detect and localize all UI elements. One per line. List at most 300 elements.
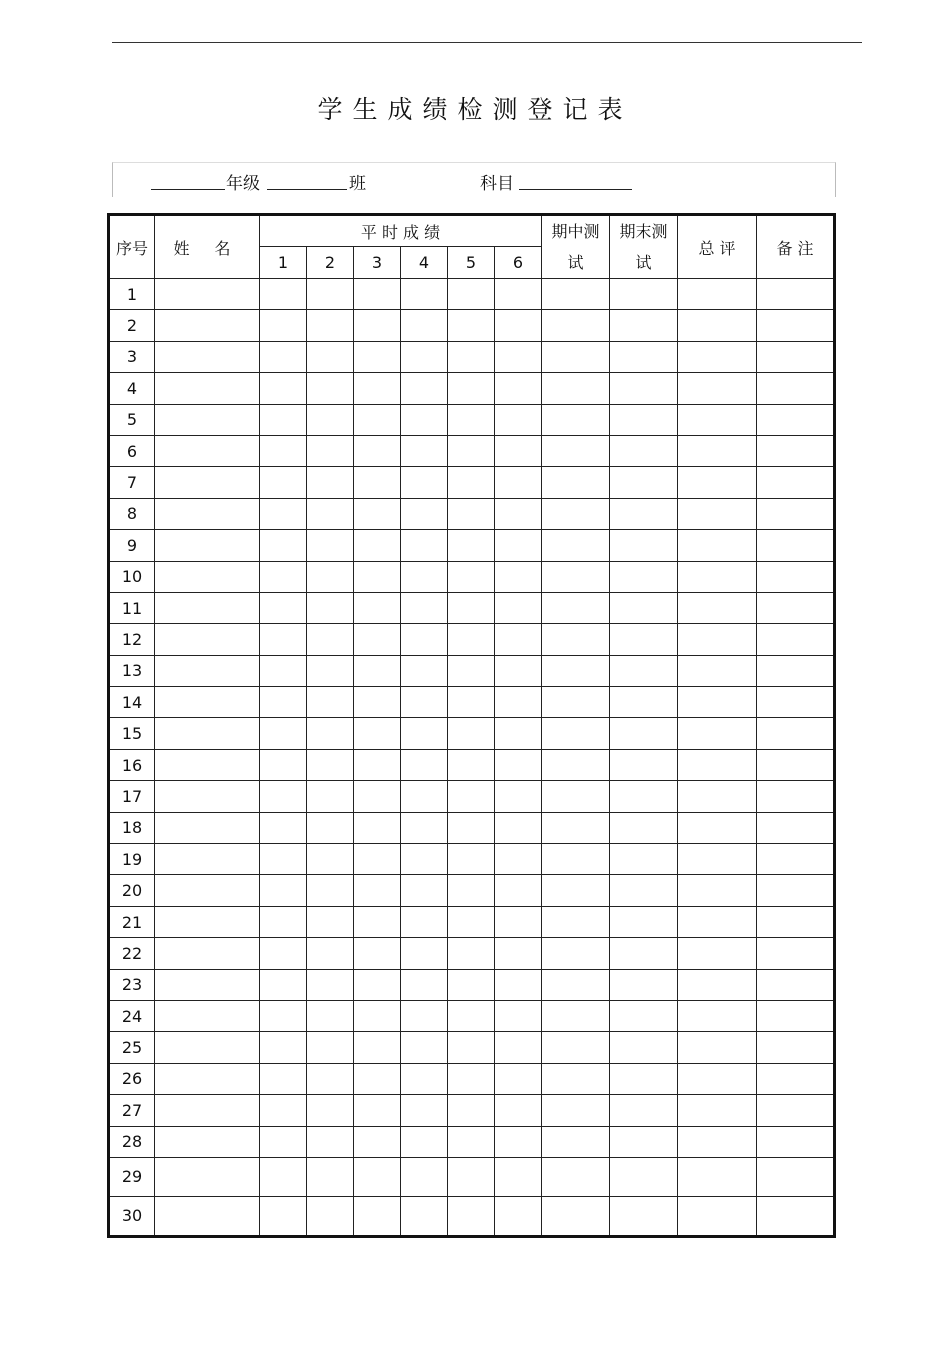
table-cell[interactable] <box>401 1000 448 1031</box>
table-cell[interactable] <box>610 279 678 310</box>
table-cell[interactable] <box>260 1196 307 1236</box>
table-cell[interactable] <box>307 1063 354 1094</box>
table-cell[interactable] <box>448 1000 495 1031</box>
table-cell[interactable] <box>155 906 260 937</box>
table-cell[interactable] <box>260 373 307 404</box>
table-cell[interactable] <box>155 1000 260 1031</box>
table-cell[interactable] <box>610 498 678 529</box>
table-cell[interactable] <box>495 1196 542 1236</box>
table-cell[interactable] <box>757 1095 835 1126</box>
table-cell[interactable] <box>307 687 354 718</box>
table-cell[interactable] <box>307 969 354 1000</box>
table-cell[interactable] <box>448 969 495 1000</box>
table-cell[interactable] <box>542 467 610 498</box>
table-cell[interactable] <box>260 467 307 498</box>
class-blank[interactable] <box>267 189 347 190</box>
table-cell[interactable] <box>354 310 401 341</box>
table-cell[interactable] <box>155 373 260 404</box>
table-cell[interactable] <box>757 687 835 718</box>
table-cell[interactable] <box>542 875 610 906</box>
table-cell[interactable] <box>757 1032 835 1063</box>
table-cell[interactable] <box>401 341 448 372</box>
table-cell[interactable] <box>495 1095 542 1126</box>
table-cell[interactable] <box>757 561 835 592</box>
table-cell[interactable] <box>307 844 354 875</box>
table-cell[interactable] <box>542 655 610 686</box>
table-cell[interactable] <box>610 1032 678 1063</box>
table-cell[interactable] <box>495 1032 542 1063</box>
table-cell[interactable] <box>757 310 835 341</box>
table-cell[interactable] <box>757 749 835 780</box>
table-cell[interactable] <box>307 938 354 969</box>
table-cell[interactable] <box>678 969 757 1000</box>
table-cell[interactable] <box>610 1196 678 1236</box>
table-cell[interactable] <box>495 812 542 843</box>
table-cell[interactable] <box>542 687 610 718</box>
table-cell[interactable] <box>401 687 448 718</box>
table-cell[interactable] <box>542 498 610 529</box>
table-cell[interactable] <box>354 1126 401 1157</box>
table-cell[interactable] <box>495 467 542 498</box>
table-cell[interactable] <box>542 781 610 812</box>
table-cell[interactable] <box>757 592 835 623</box>
table-cell[interactable] <box>757 781 835 812</box>
table-cell[interactable] <box>448 1126 495 1157</box>
table-cell[interactable] <box>307 1000 354 1031</box>
table-cell[interactable] <box>542 1032 610 1063</box>
table-cell[interactable] <box>448 310 495 341</box>
table-cell[interactable] <box>757 844 835 875</box>
table-cell[interactable] <box>307 530 354 561</box>
table-cell[interactable] <box>610 1126 678 1157</box>
table-cell[interactable] <box>757 906 835 937</box>
table-cell[interactable] <box>495 498 542 529</box>
table-cell[interactable] <box>307 875 354 906</box>
table-cell[interactable] <box>448 404 495 435</box>
table-cell[interactable] <box>678 530 757 561</box>
table-cell[interactable] <box>610 467 678 498</box>
table-cell[interactable] <box>542 906 610 937</box>
table-cell[interactable] <box>155 655 260 686</box>
table-cell[interactable] <box>354 938 401 969</box>
table-cell[interactable] <box>757 341 835 372</box>
table-cell[interactable] <box>678 467 757 498</box>
table-cell[interactable] <box>542 1063 610 1094</box>
table-cell[interactable] <box>260 781 307 812</box>
table-cell[interactable] <box>448 498 495 529</box>
table-cell[interactable] <box>448 938 495 969</box>
table-cell[interactable] <box>495 624 542 655</box>
table-cell[interactable] <box>155 1126 260 1157</box>
table-cell[interactable] <box>495 655 542 686</box>
table-cell[interactable] <box>610 969 678 1000</box>
table-cell[interactable] <box>155 1095 260 1126</box>
table-cell[interactable] <box>354 812 401 843</box>
table-cell[interactable] <box>307 781 354 812</box>
table-cell[interactable] <box>495 844 542 875</box>
table-cell[interactable] <box>401 781 448 812</box>
table-cell[interactable] <box>307 279 354 310</box>
table-cell[interactable] <box>678 373 757 404</box>
table-cell[interactable] <box>155 341 260 372</box>
table-cell[interactable] <box>354 655 401 686</box>
table-cell[interactable] <box>155 530 260 561</box>
table-cell[interactable] <box>260 498 307 529</box>
table-cell[interactable] <box>354 435 401 466</box>
table-cell[interactable] <box>354 781 401 812</box>
table-cell[interactable] <box>542 749 610 780</box>
table-cell[interactable] <box>610 749 678 780</box>
table-cell[interactable] <box>155 467 260 498</box>
table-cell[interactable] <box>401 938 448 969</box>
table-cell[interactable] <box>757 655 835 686</box>
table-cell[interactable] <box>260 875 307 906</box>
table-cell[interactable] <box>448 561 495 592</box>
table-cell[interactable] <box>542 1126 610 1157</box>
table-cell[interactable] <box>401 749 448 780</box>
table-cell[interactable] <box>678 1063 757 1094</box>
table-cell[interactable] <box>354 844 401 875</box>
table-cell[interactable] <box>354 279 401 310</box>
table-cell[interactable] <box>678 1032 757 1063</box>
table-cell[interactable] <box>610 310 678 341</box>
table-cell[interactable] <box>495 530 542 561</box>
table-cell[interactable] <box>678 1126 757 1157</box>
table-cell[interactable] <box>542 938 610 969</box>
table-cell[interactable] <box>542 1157 610 1196</box>
table-cell[interactable] <box>757 373 835 404</box>
table-cell[interactable] <box>757 969 835 1000</box>
table-cell[interactable] <box>448 1063 495 1094</box>
table-cell[interactable] <box>448 624 495 655</box>
table-cell[interactable] <box>307 404 354 435</box>
table-cell[interactable] <box>260 1000 307 1031</box>
table-cell[interactable] <box>495 310 542 341</box>
table-cell[interactable] <box>307 561 354 592</box>
table-cell[interactable] <box>401 844 448 875</box>
table-cell[interactable] <box>354 906 401 937</box>
table-cell[interactable] <box>678 1196 757 1236</box>
table-cell[interactable] <box>155 561 260 592</box>
table-cell[interactable] <box>448 592 495 623</box>
table-cell[interactable] <box>260 1032 307 1063</box>
table-cell[interactable] <box>401 624 448 655</box>
table-cell[interactable] <box>610 373 678 404</box>
table-cell[interactable] <box>354 498 401 529</box>
table-cell[interactable] <box>495 1063 542 1094</box>
table-cell[interactable] <box>401 718 448 749</box>
table-cell[interactable] <box>260 812 307 843</box>
table-cell[interactable] <box>757 279 835 310</box>
table-cell[interactable] <box>448 1095 495 1126</box>
table-cell[interactable] <box>757 498 835 529</box>
table-cell[interactable] <box>678 1095 757 1126</box>
table-cell[interactable] <box>448 718 495 749</box>
table-cell[interactable] <box>678 279 757 310</box>
table-cell[interactable] <box>610 530 678 561</box>
table-cell[interactable] <box>260 906 307 937</box>
table-cell[interactable] <box>495 718 542 749</box>
table-cell[interactable] <box>155 781 260 812</box>
table-cell[interactable] <box>401 404 448 435</box>
table-cell[interactable] <box>260 530 307 561</box>
table-cell[interactable] <box>260 341 307 372</box>
table-cell[interactable] <box>542 812 610 843</box>
table-cell[interactable] <box>307 655 354 686</box>
table-cell[interactable] <box>155 1063 260 1094</box>
table-cell[interactable] <box>448 279 495 310</box>
table-cell[interactable] <box>448 1157 495 1196</box>
table-cell[interactable] <box>354 875 401 906</box>
table-cell[interactable] <box>448 875 495 906</box>
table-cell[interactable] <box>307 1157 354 1196</box>
table-cell[interactable] <box>354 1157 401 1196</box>
table-cell[interactable] <box>495 781 542 812</box>
table-cell[interactable] <box>354 467 401 498</box>
table-cell[interactable] <box>495 875 542 906</box>
table-cell[interactable] <box>610 624 678 655</box>
table-cell[interactable] <box>260 1095 307 1126</box>
table-cell[interactable] <box>354 530 401 561</box>
table-cell[interactable] <box>354 687 401 718</box>
table-cell[interactable] <box>678 592 757 623</box>
table-cell[interactable] <box>401 812 448 843</box>
table-cell[interactable] <box>354 624 401 655</box>
table-cell[interactable] <box>678 435 757 466</box>
table-cell[interactable] <box>678 624 757 655</box>
table-cell[interactable] <box>448 435 495 466</box>
table-cell[interactable] <box>448 341 495 372</box>
table-cell[interactable] <box>155 718 260 749</box>
table-cell[interactable] <box>678 749 757 780</box>
table-cell[interactable] <box>401 1063 448 1094</box>
table-cell[interactable] <box>307 624 354 655</box>
table-cell[interactable] <box>401 1126 448 1157</box>
table-cell[interactable] <box>307 1196 354 1236</box>
table-cell[interactable] <box>448 373 495 404</box>
table-cell[interactable] <box>307 812 354 843</box>
table-cell[interactable] <box>354 718 401 749</box>
table-cell[interactable] <box>542 530 610 561</box>
table-cell[interactable] <box>542 1196 610 1236</box>
table-cell[interactable] <box>495 279 542 310</box>
table-cell[interactable] <box>495 1126 542 1157</box>
table-cell[interactable] <box>401 1196 448 1236</box>
table-cell[interactable] <box>495 404 542 435</box>
table-cell[interactable] <box>155 812 260 843</box>
table-cell[interactable] <box>495 561 542 592</box>
table-cell[interactable] <box>757 938 835 969</box>
table-cell[interactable] <box>610 592 678 623</box>
table-cell[interactable] <box>401 875 448 906</box>
table-cell[interactable] <box>678 875 757 906</box>
table-cell[interactable] <box>354 1063 401 1094</box>
table-cell[interactable] <box>542 279 610 310</box>
table-cell[interactable] <box>757 530 835 561</box>
table-cell[interactable] <box>448 844 495 875</box>
table-cell[interactable] <box>542 1000 610 1031</box>
table-cell[interactable] <box>155 938 260 969</box>
table-cell[interactable] <box>610 561 678 592</box>
table-cell[interactable] <box>260 1157 307 1196</box>
table-cell[interactable] <box>155 749 260 780</box>
table-cell[interactable] <box>307 592 354 623</box>
table-cell[interactable] <box>354 404 401 435</box>
table-cell[interactable] <box>610 655 678 686</box>
table-cell[interactable] <box>354 1196 401 1236</box>
table-cell[interactable] <box>401 467 448 498</box>
table-cell[interactable] <box>155 279 260 310</box>
table-cell[interactable] <box>307 1126 354 1157</box>
table-cell[interactable] <box>542 373 610 404</box>
table-cell[interactable] <box>495 1000 542 1031</box>
table-cell[interactable] <box>495 938 542 969</box>
table-cell[interactable] <box>495 435 542 466</box>
table-cell[interactable] <box>155 687 260 718</box>
table-cell[interactable] <box>757 1157 835 1196</box>
table-cell[interactable] <box>354 969 401 1000</box>
table-cell[interactable] <box>401 969 448 1000</box>
table-cell[interactable] <box>542 561 610 592</box>
table-cell[interactable] <box>260 435 307 466</box>
table-cell[interactable] <box>155 1196 260 1236</box>
table-cell[interactable] <box>307 1032 354 1063</box>
table-cell[interactable] <box>757 624 835 655</box>
table-cell[interactable] <box>678 718 757 749</box>
table-cell[interactable] <box>757 718 835 749</box>
table-cell[interactable] <box>260 561 307 592</box>
table-cell[interactable] <box>610 844 678 875</box>
table-cell[interactable] <box>678 687 757 718</box>
table-cell[interactable] <box>307 467 354 498</box>
table-cell[interactable] <box>260 844 307 875</box>
table-cell[interactable] <box>401 1095 448 1126</box>
table-cell[interactable] <box>354 1095 401 1126</box>
table-cell[interactable] <box>678 938 757 969</box>
table-cell[interactable] <box>495 906 542 937</box>
table-cell[interactable] <box>495 1157 542 1196</box>
table-cell[interactable] <box>260 310 307 341</box>
table-cell[interactable] <box>542 592 610 623</box>
table-cell[interactable] <box>307 373 354 404</box>
table-cell[interactable] <box>354 749 401 780</box>
table-cell[interactable] <box>448 812 495 843</box>
table-cell[interactable] <box>354 373 401 404</box>
table-cell[interactable] <box>495 373 542 404</box>
table-cell[interactable] <box>678 404 757 435</box>
table-cell[interactable] <box>155 498 260 529</box>
table-cell[interactable] <box>757 875 835 906</box>
table-cell[interactable] <box>155 1032 260 1063</box>
table-cell[interactable] <box>542 341 610 372</box>
table-cell[interactable] <box>260 718 307 749</box>
table-cell[interactable] <box>448 687 495 718</box>
table-cell[interactable] <box>542 310 610 341</box>
table-cell[interactable] <box>757 812 835 843</box>
table-cell[interactable] <box>401 655 448 686</box>
table-cell[interactable] <box>307 498 354 529</box>
table-cell[interactable] <box>448 530 495 561</box>
table-cell[interactable] <box>610 1000 678 1031</box>
table-cell[interactable] <box>757 435 835 466</box>
table-cell[interactable] <box>260 655 307 686</box>
table-cell[interactable] <box>155 844 260 875</box>
table-cell[interactable] <box>155 310 260 341</box>
table-cell[interactable] <box>610 687 678 718</box>
table-cell[interactable] <box>610 404 678 435</box>
table-cell[interactable] <box>260 624 307 655</box>
table-cell[interactable] <box>610 906 678 937</box>
table-cell[interactable] <box>678 1000 757 1031</box>
table-cell[interactable] <box>155 624 260 655</box>
table-cell[interactable] <box>678 561 757 592</box>
table-cell[interactable] <box>260 1063 307 1094</box>
table-cell[interactable] <box>495 749 542 780</box>
table-cell[interactable] <box>757 1196 835 1236</box>
table-cell[interactable] <box>354 561 401 592</box>
table-cell[interactable] <box>610 938 678 969</box>
table-cell[interactable] <box>155 969 260 1000</box>
table-cell[interactable] <box>757 467 835 498</box>
table-cell[interactable] <box>495 969 542 1000</box>
table-cell[interactable] <box>678 844 757 875</box>
table-cell[interactable] <box>610 1063 678 1094</box>
table-cell[interactable] <box>401 279 448 310</box>
table-cell[interactable] <box>354 1000 401 1031</box>
table-cell[interactable] <box>401 530 448 561</box>
table-cell[interactable] <box>155 875 260 906</box>
table-cell[interactable] <box>260 592 307 623</box>
table-cell[interactable] <box>401 498 448 529</box>
table-cell[interactable] <box>260 687 307 718</box>
table-cell[interactable] <box>260 938 307 969</box>
table-cell[interactable] <box>542 404 610 435</box>
table-cell[interactable] <box>542 969 610 1000</box>
table-cell[interactable] <box>307 341 354 372</box>
table-cell[interactable] <box>354 341 401 372</box>
table-cell[interactable] <box>542 435 610 466</box>
table-cell[interactable] <box>260 404 307 435</box>
table-cell[interactable] <box>542 718 610 749</box>
table-cell[interactable] <box>448 467 495 498</box>
table-cell[interactable] <box>401 310 448 341</box>
table-cell[interactable] <box>678 310 757 341</box>
table-cell[interactable] <box>155 435 260 466</box>
table-cell[interactable] <box>610 718 678 749</box>
table-cell[interactable] <box>448 749 495 780</box>
table-cell[interactable] <box>678 341 757 372</box>
table-cell[interactable] <box>678 655 757 686</box>
table-cell[interactable] <box>495 687 542 718</box>
table-cell[interactable] <box>307 310 354 341</box>
table-cell[interactable] <box>260 1126 307 1157</box>
table-cell[interactable] <box>260 749 307 780</box>
table-cell[interactable] <box>401 906 448 937</box>
table-cell[interactable] <box>354 1032 401 1063</box>
table-cell[interactable] <box>401 592 448 623</box>
table-cell[interactable] <box>307 906 354 937</box>
table-cell[interactable] <box>678 781 757 812</box>
table-cell[interactable] <box>448 781 495 812</box>
table-cell[interactable] <box>678 498 757 529</box>
table-cell[interactable] <box>678 1157 757 1196</box>
table-cell[interactable] <box>307 718 354 749</box>
table-cell[interactable] <box>401 561 448 592</box>
table-cell[interactable] <box>495 341 542 372</box>
table-cell[interactable] <box>757 1126 835 1157</box>
table-cell[interactable] <box>542 1095 610 1126</box>
table-cell[interactable] <box>155 592 260 623</box>
